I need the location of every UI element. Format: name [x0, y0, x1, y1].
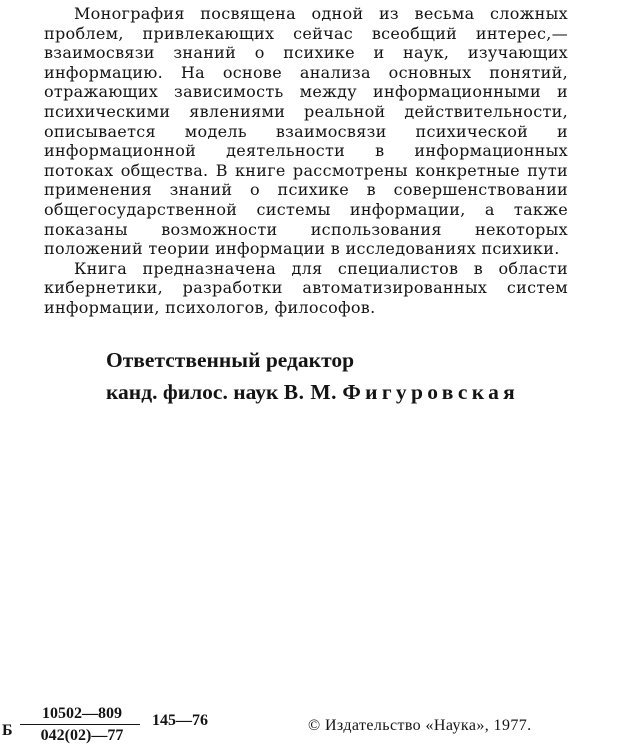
- fraction-bar: [20, 724, 140, 725]
- editor-role: Ответственный редактор: [106, 348, 355, 372]
- abstract-paragraph: Книга предназначена для специалистов в области кибернетики, разработки автоматизированных систем информации, психологов, философов.: [44, 258, 568, 317]
- editor-degree: канд. филос. наук: [106, 380, 279, 404]
- editor-surname: Фигуровская: [342, 380, 520, 404]
- imprint-letter: Б: [2, 722, 13, 739]
- copyright-notice: © Издательство «Наука», 1977.: [308, 717, 532, 734]
- editor-initials: В. М.: [283, 380, 338, 404]
- imprint-fraction: [24, 704, 140, 745]
- imprint-line: [0, 700, 620, 754]
- book-abstract: [44, 4, 568, 318]
- abstract-paragraph: Монография посвящена одной из весьма сложных проблем, привлекающих сейчас всеобщий интерес,— взаимосвязи знаний о психике и наук, изучающих информацию. На основе анализа основных понятий, отражающих зависимость между информационными и психическими явлениями реальной действительности, описывается модель взаимосвязи психической и информационной деятельности в информационных потоках общества. В книге рассмотрены конкретные пути применения знаний о психике в совершенствовании общегосударственной системы информации, а также показаны возможности использования некоторых положений теории информации в исследованиях психики.: [44, 4, 568, 259]
- imprint-code: 145—76: [152, 712, 208, 729]
- imprint-numerator: 10502—809: [42, 705, 122, 722]
- responsible-editor-block: [106, 344, 519, 408]
- imprint-denominator: 042(02)—77: [40, 727, 124, 744]
- editor-credentials: [106, 376, 519, 408]
